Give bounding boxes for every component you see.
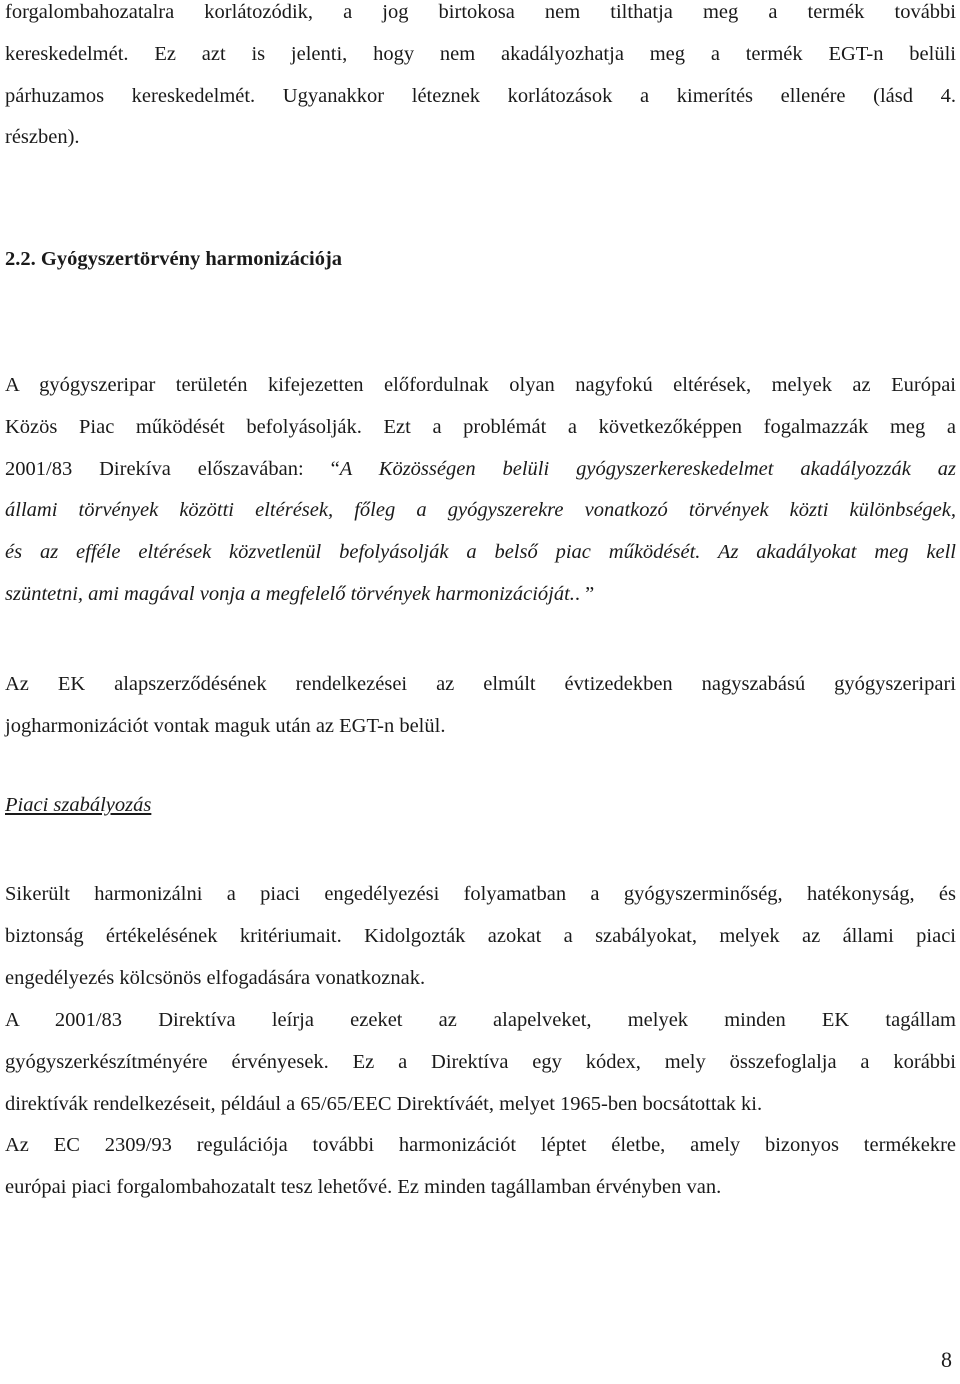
intro-paragraph bbox=[5, 0, 956, 159]
paragraph-3 bbox=[5, 874, 956, 999]
text-line: jogharmonizációt vontak maguk után az EGT-n belül. bbox=[5, 714, 446, 737]
text-line: részben). bbox=[5, 126, 80, 149]
text-line: forgalombahozatalra korlátozódik, a jog birtokosa nem tilthatja meg a termék további bbox=[5, 1, 956, 23]
subsection-heading: Piaci szabályozás bbox=[5, 794, 152, 816]
paragraph-1 bbox=[5, 365, 956, 616]
paragraph-5 bbox=[5, 1125, 956, 1209]
text-line bbox=[5, 574, 956, 616]
text-line bbox=[5, 532, 956, 574]
text-line: A gyógyszeripar területén kifejezetten előfordulnak olyan nagyfokú eltérések, melyek az Európai bbox=[5, 374, 956, 396]
text-line: kereskedelmét. Ez azt is jelenti, hogy nem akadályozhatja meg a termék EGT-n belüli bbox=[5, 42, 956, 65]
paragraph-4 bbox=[5, 1000, 956, 1125]
quote-run: és az efféle eltérések közvetlenül befolyásolják a belső piac működését. Az akadályokat meg kell bbox=[5, 541, 956, 564]
text-line: A 2001/83 Direktíva leírja ezeket az alapelveket, melyek minden EK tagállam bbox=[5, 1009, 956, 1031]
text-line: európai piaci forgalombahozatalt tesz lehetővé. Ez minden tagállamban érvényben van. bbox=[5, 1175, 722, 1198]
quote-run: szüntetni, ami magával vonja a megfelelő törvények harmonizációját. bbox=[5, 582, 575, 605]
text-line: Sikerült harmonizálni a piaci engedélyezési folyamatban a gyógyszerminőség, hatékonyság, és bbox=[5, 883, 956, 905]
text-line bbox=[5, 490, 956, 532]
text-line: Az EK alapszerződésének rendelkezései az elmúlt évtizedekben nagyszabású gyógyszeripari bbox=[5, 673, 956, 695]
text-line: direktívák rendelkezéseit, például a 65/65/EEC Direktíváét, melyet 1965-ben bocsátottak ki. bbox=[5, 1092, 763, 1115]
page-number: 8 bbox=[941, 1347, 952, 1372]
text-run: . ” bbox=[574, 582, 595, 605]
section-heading: 2.2. Gyógyszertörvény harmonizációja bbox=[5, 248, 343, 270]
text-line: engedélyezés kölcsönös elfogadására vonatkoznak. bbox=[5, 966, 426, 989]
text-line: Az EC 2309/93 regulációja további harmonizációt léptet életbe, amely bizonyos termékekre bbox=[5, 1134, 956, 1156]
quote-run: A Közösségen belüli gyógyszerkereskedelmet akadályozzák az bbox=[339, 457, 956, 480]
text-run: 2001/83 Direkíva előszavában: “ bbox=[5, 457, 340, 480]
text-line: gyógyszerkészítményére érvényesek. Ez a Direktíva egy kódex, mely összefoglalja a korábbi bbox=[5, 1050, 956, 1073]
text-line: Közös Piac működését befolyásolják. Ezt a problémát a következőképpen fogalmazzák meg a bbox=[5, 415, 956, 438]
text-line: párhuzamos kereskedelmét. Ugyanakkor léteznek korlátozások a kimerítés ellenére (lásd 4. bbox=[5, 84, 956, 107]
text-line: biztonság értékelésének kritériumait. Kidolgozták azokat a szabályokat, melyek az állami piaci bbox=[5, 924, 956, 947]
quote-run: állami törvények közötti eltérések, főleg a gyógyszerekre vonatkozó törvények közti különbségek, bbox=[5, 499, 956, 522]
text-line bbox=[5, 449, 956, 491]
paragraph-2 bbox=[5, 664, 956, 748]
